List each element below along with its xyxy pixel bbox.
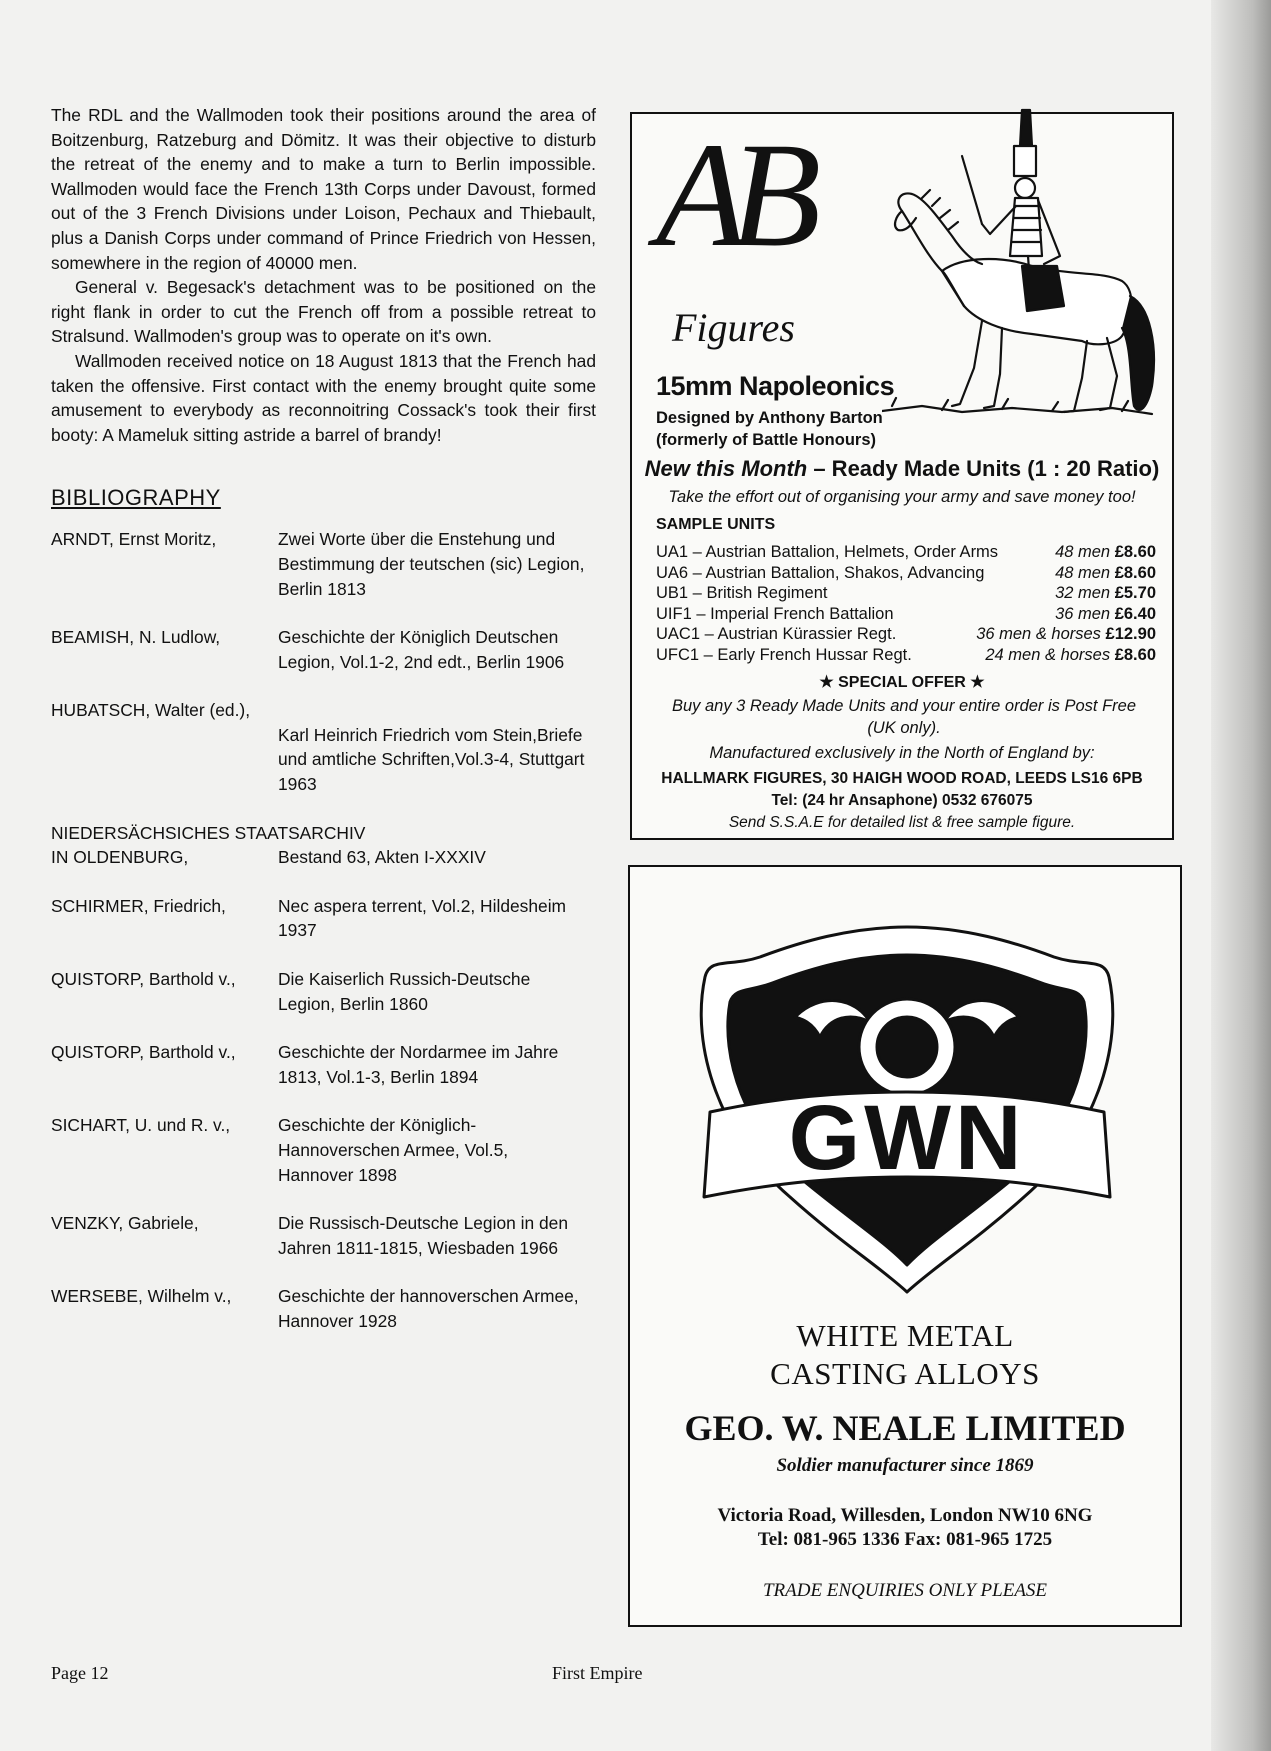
bib-title: Geschichte der Königlich Deutschen Legion, Vol.1-2, 2nd edt., Berlin 1906 <box>278 627 565 672</box>
bib-title: Die Russisch-Deutsche Legion in den Jahren 1811-1815, Wiesbaden 1966 <box>278 1213 569 1258</box>
gwn-phone: Tel: 081-965 1336 Fax: 081-965 1725 <box>757 1529 1053 1550</box>
unit-code: UB1 – British Regiment <box>656 584 828 602</box>
bib-author-line2: IN OLDENBURG, <box>51 847 189 868</box>
unit-price: £8.60 <box>1114 543 1156 561</box>
hussar-rider-illustration <box>882 106 1162 436</box>
ab-designer-block <box>656 407 883 451</box>
ab-new-this-month <box>632 456 1172 482</box>
bib-author: ARNDT, Ernst Moritz, <box>51 529 217 550</box>
unit-price: £12.90 <box>1105 625 1156 643</box>
bib-title: Die Kaiserlich Russich-Deutsche Legion, Berlin 1860 <box>278 969 531 1014</box>
ab-unit-row <box>656 563 1156 584</box>
unit-code: UIF1 – Imperial French Battalion <box>656 604 894 623</box>
ab-manufactured: Manufactured exclusively in the North of England by: <box>709 744 1095 762</box>
page-edge-shadow <box>1211 0 1271 1751</box>
unit-qty: 36 men & horses <box>976 625 1101 643</box>
bib-author: VENZKY, Gabriele, <box>51 1213 199 1234</box>
ab-new-month-italic: New this Month <box>644 456 808 481</box>
unit-price: £8.60 <box>1114 563 1156 582</box>
unit-price-group <box>985 645 1156 666</box>
unit-code: UAC1 – Austrian Kürassier Regt. <box>656 625 897 643</box>
unit-price-group <box>1055 604 1156 625</box>
ab-unit-row <box>656 604 1156 625</box>
gwn-company-name: GEO. W. NEALE LIMITED <box>684 1408 1126 1448</box>
gwn-trade-enquiries: TRADE ENQUIRIES ONLY PLEASE <box>762 1580 1048 1601</box>
bib-title: Geschichte der Königlich-Hannoverschen Armee, Vol.5, Hannover 1898 <box>278 1115 509 1185</box>
bib-author: SICHART, U. und R. v., <box>51 1115 231 1136</box>
unit-code: UA6 – Austrian Battalion, Shakos, Advancing <box>656 563 985 582</box>
bib-author: WERSEBE, Wilhelm v., <box>51 1286 232 1307</box>
ab-take-effort: Take the effort out of organising your army and save money too! <box>668 488 1136 506</box>
article-paragraph-2: General v. Begesack's detachment was to be positioned on the right flank in order to cut the French off from a possible retreat to Stralsund. Wallmoden's group was to operate on it's own. <box>51 277 596 347</box>
unit-price: £5.70 <box>1114 584 1156 602</box>
bib-author: QUISTORP, Barthold v., <box>51 1042 236 1063</box>
ab-send-ssae: Send S.S.A.E for detailed list & free sample figure. <box>728 814 1076 831</box>
bibliography-entry <box>51 1284 596 1333</box>
bib-title: Geschichte der hannoverschen Armee, Hannover 1928 <box>278 1286 579 1331</box>
bib-author: SCHIRMER, Friedrich, <box>51 895 226 916</box>
bibliography-entry <box>51 625 596 674</box>
page-number: Page 12 <box>51 1663 109 1683</box>
ab-logo: AB <box>656 112 804 278</box>
ab-figures-wordmark: Figures <box>672 305 795 350</box>
ab-unit-row <box>656 583 1156 604</box>
bibliography-entry <box>51 527 596 601</box>
gwn-shield-logo <box>680 897 1134 1297</box>
bib-author: QUISTORP, Barthold v., <box>51 969 236 990</box>
ab-new-month-rest: – Ready Made Units (1 : 20 Ratio) <box>807 456 1160 481</box>
article-paragraph-1: The RDL and the Wallmoden took their positions around the area of Boitzenburg, Ratzeburg and Dömitz. It was their objective to disturb the retreat of the enemy and to make a turn to Berlin impossible. Wallmoden would face the French 13th Corps under Davoust, formed out of the 3 French Divisions under Loison, Pechaux and Thiebault, plus a Danish Corps under command of Prince Friedrich von Hessen, somewhere in the region of 40000 men. <box>51 105 596 273</box>
unit-price-group <box>1055 563 1156 584</box>
gwn-logo-letters: GWN <box>788 1087 1026 1189</box>
ab-telephone: Tel: (24 hr Ansaphone) 0532 676075 <box>771 792 1033 809</box>
publication-name: First Empire <box>552 1663 643 1683</box>
unit-price-group <box>1055 583 1156 604</box>
ab-figures-advert <box>630 112 1174 840</box>
ab-designed-by: Designed by Anthony Barton <box>656 409 883 427</box>
unit-price: £6.40 <box>1114 604 1156 623</box>
unit-price-group <box>976 624 1156 645</box>
ab-unit-row <box>656 624 1156 645</box>
unit-price: £8.60 <box>1114 645 1156 664</box>
gwn-line2: CASTING ALLOYS <box>770 1356 1040 1391</box>
unit-qty: 32 men <box>1055 584 1111 602</box>
unit-price-group <box>1055 542 1156 563</box>
bib-title: Zwei Worte über die Enstehung und Bestimmung der teutschen (sic) Legion, Berlin 1813 <box>278 529 585 599</box>
gwn-white-metal-block <box>630 1317 1180 1393</box>
bib-title: Geschichte der Nordarmee im Jahre 1813, Vol.1-3, Berlin 1894 <box>278 1042 559 1087</box>
bibliography-entry <box>51 894 596 943</box>
gwn-address: Victoria Road, Willesden, London NW10 6NG <box>717 1505 1093 1526</box>
ab-units-list <box>656 542 1156 665</box>
bibliography-entry <box>51 967 596 1016</box>
bib-title: Bestand 63, Akten I-XXXIV <box>278 847 486 868</box>
bib-title: Nec aspera terrent, Vol.2, Hildesheim 1937 <box>278 895 567 941</box>
bibliography-entry <box>51 1211 596 1260</box>
unit-code: UA1 – Austrian Battalion, Helmets, Order Arms <box>656 543 999 561</box>
unit-code: UFC1 – Early French Hussar Regt. <box>656 645 912 664</box>
gwn-address-block <box>630 1504 1180 1552</box>
ab-buy-any: Buy any 3 Ready Made Units and your entire order is Post Free (UK only). <box>671 697 1137 737</box>
ab-hallmark-address: HALLMARK FIGURES, 30 HAIGH WOOD ROAD, LEEDS LS16 6PB <box>661 770 1143 787</box>
gwn-since: Soldier manufacturer since 1869 <box>776 1455 1034 1476</box>
article-paragraph-3: Wallmoden received notice on 18 August 1813 that the French had taken the offensive. First contact with the enemy brought quite some amusement to everybody as reconnoitring Cossack's took their first booty: A Mameluk sitting astride a barrel of brandy! <box>51 350 596 445</box>
bib-title: Karl Heinrich Friedrich vom Stein,Briefe und amtliche Schriften,Vol.3-4, Stuttgart 1963 <box>278 724 585 795</box>
unit-qty: 48 men <box>1055 543 1111 561</box>
ab-sample-units-heading: SAMPLE UNITS <box>656 516 776 533</box>
bib-author: BEAMISH, N. Ludlow, <box>51 627 221 648</box>
gwn-line1: WHITE METAL <box>796 1318 1014 1353</box>
ab-unit-row <box>656 542 1156 563</box>
ab-unit-row <box>656 645 1156 666</box>
ab-formerly: (formerly of Battle Honours) <box>656 431 877 449</box>
unit-qty: 48 men <box>1055 563 1111 582</box>
article-column <box>51 103 596 1358</box>
ab-special-offer: ★ SPECIAL OFFER ★ <box>819 674 985 691</box>
bib-author: HUBATSCH, Walter (ed.), <box>51 700 251 721</box>
bibliography-entry <box>51 821 596 870</box>
unit-qty: 24 men & horses <box>985 645 1111 664</box>
bibliography-entry <box>51 1040 596 1089</box>
bibliography-entry <box>51 1113 596 1187</box>
bib-author: NIEDERSÄCHSICHES STAATSARCHIV <box>51 822 366 843</box>
bibliography-entry <box>51 698 596 796</box>
ab-headline: 15mm Napoleonics <box>656 371 895 401</box>
bibliography-heading: BIBLIOGRAPHY <box>51 485 221 511</box>
gwn-advert <box>628 865 1182 1627</box>
unit-qty: 36 men <box>1055 604 1111 623</box>
